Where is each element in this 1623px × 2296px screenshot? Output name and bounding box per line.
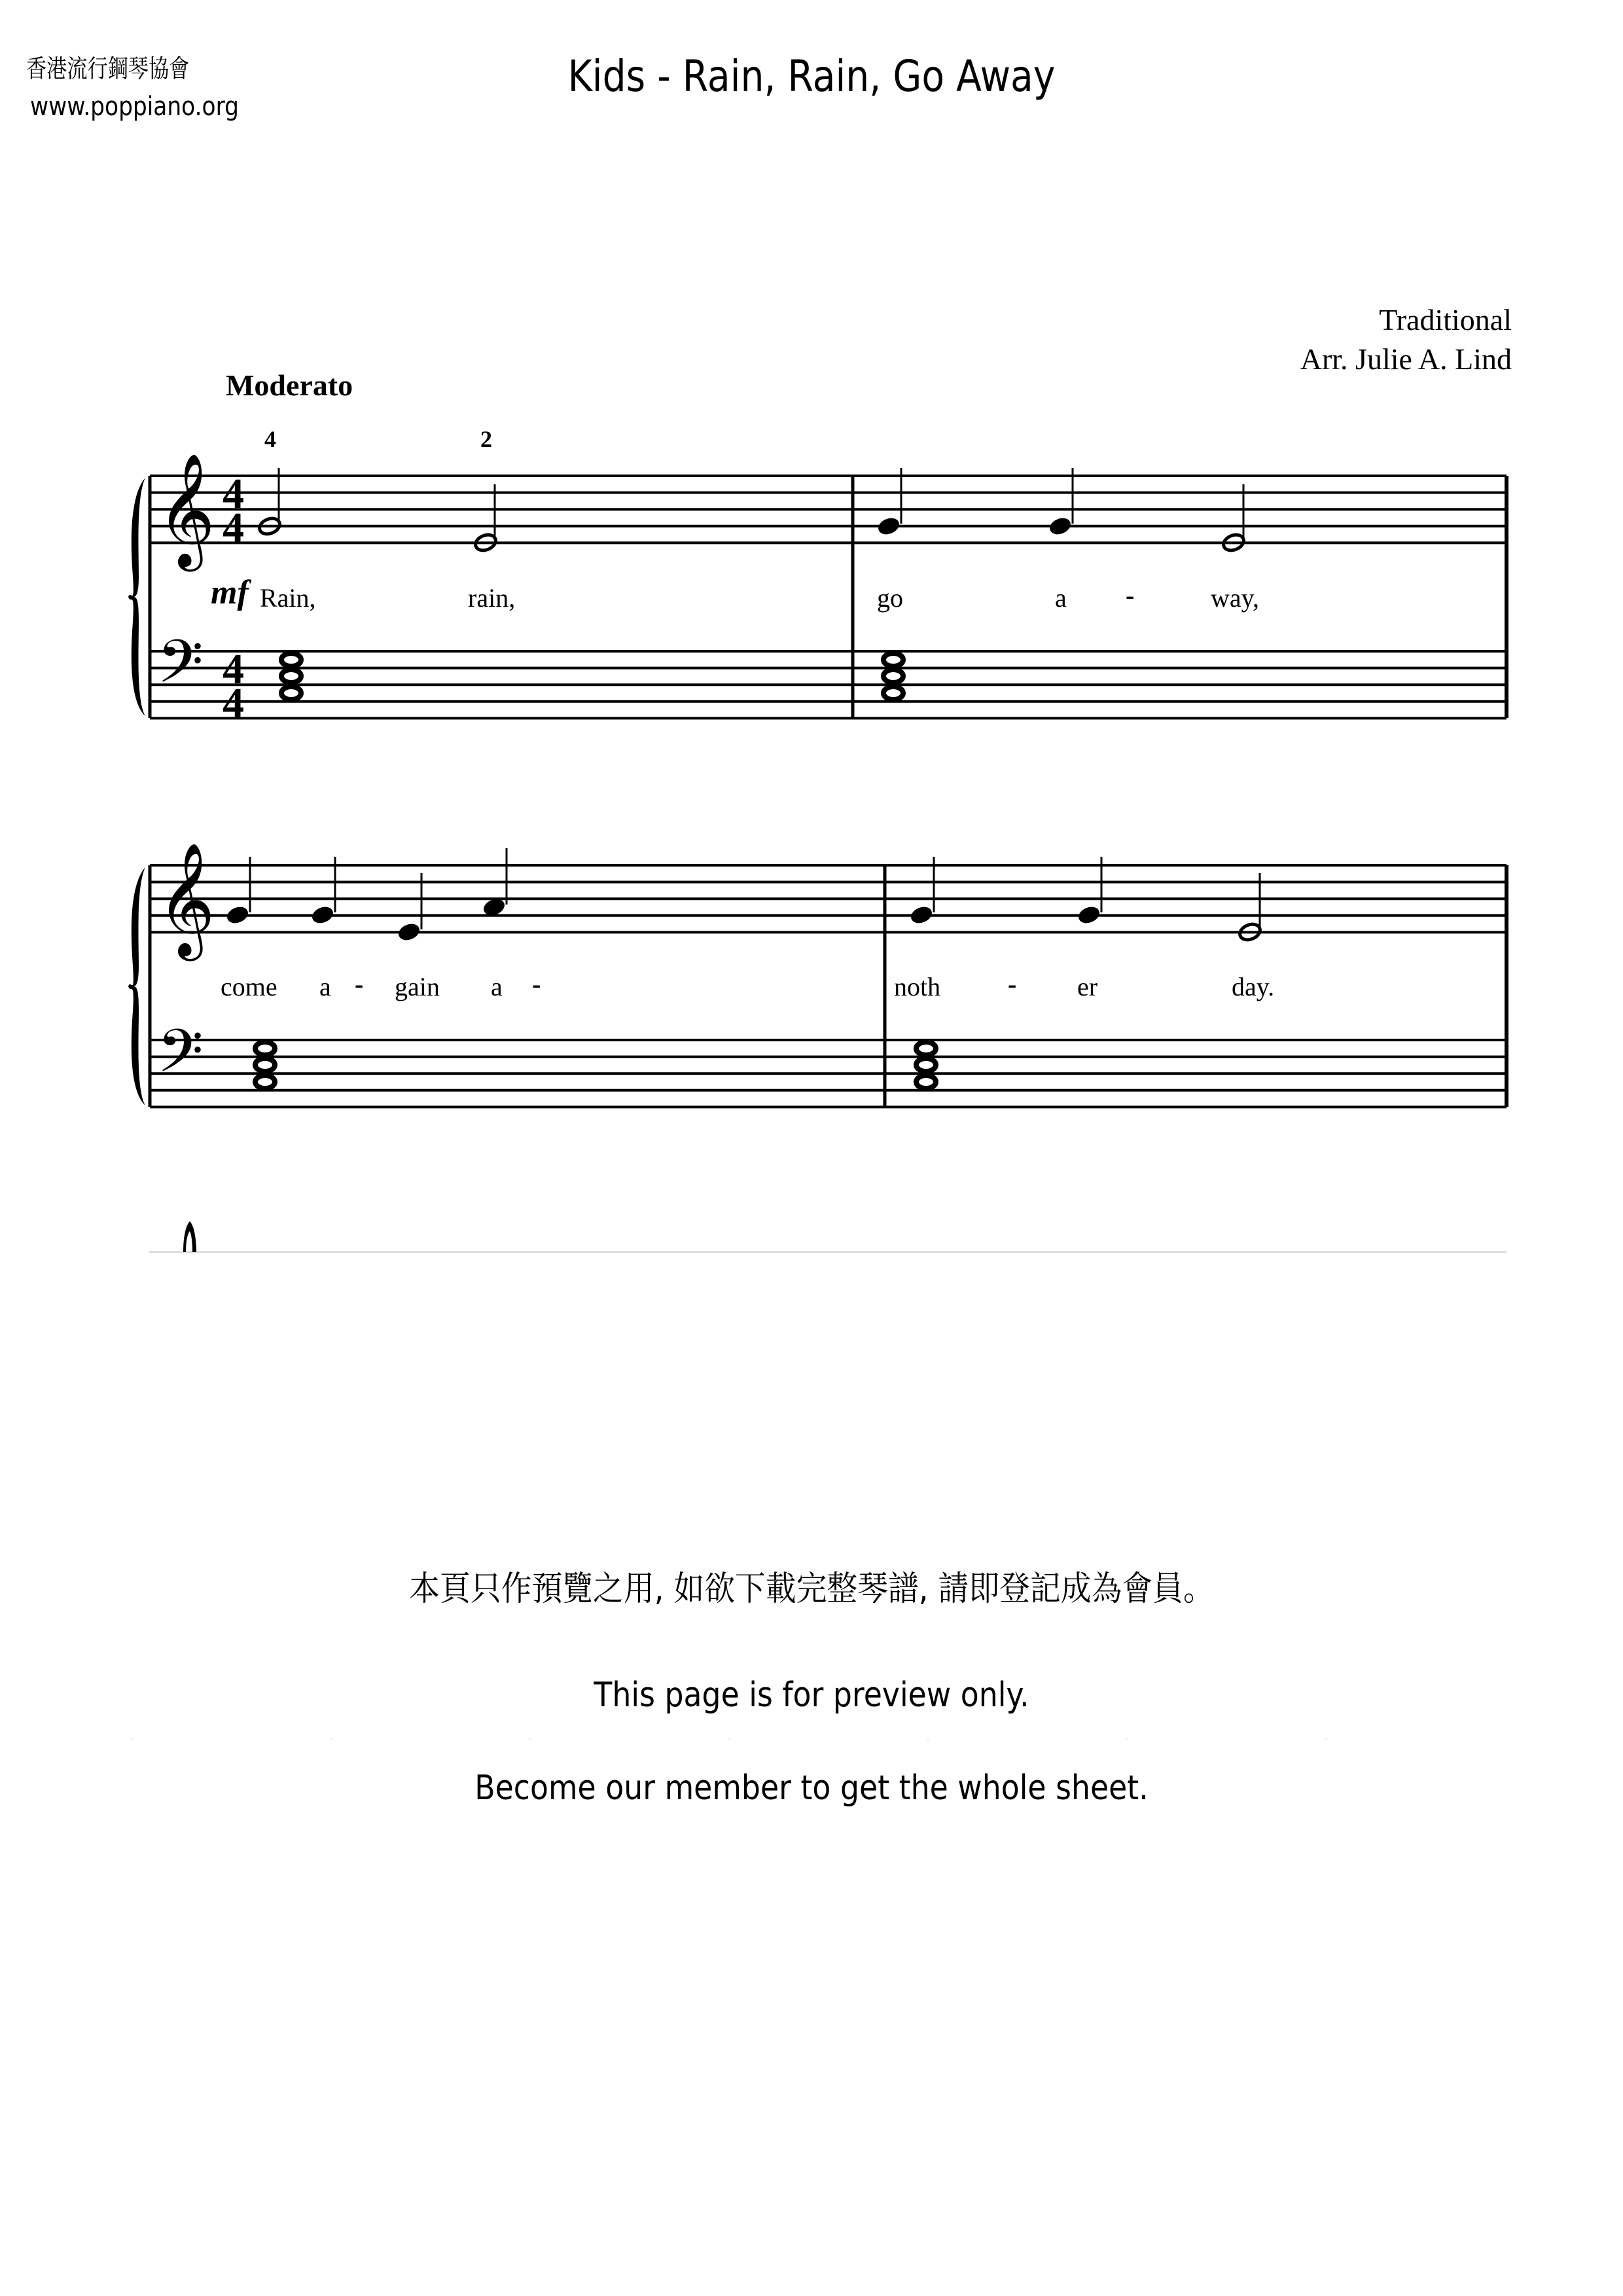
- lyric-syllable: go: [877, 583, 903, 613]
- lyric-hyphen: -: [1126, 581, 1135, 610]
- svg-text:4: 4: [223, 470, 244, 518]
- lyric-hyphen: -: [532, 969, 541, 999]
- tempo-marking: Moderato: [226, 368, 353, 402]
- lyric-hyphen: -: [355, 969, 364, 999]
- lyric-syllable: rain,: [468, 583, 516, 613]
- organization-url[interactable]: www.poppiano.org: [30, 92, 239, 122]
- lyric-syllable: come: [221, 972, 277, 1001]
- arranger-credit: Arr. Julie A. Lind: [1300, 342, 1512, 376]
- lyric-syllable: er: [1077, 972, 1098, 1001]
- lyric-syllable: a: [319, 972, 331, 1001]
- treble-clef-icon: 𝄞: [157, 453, 215, 567]
- page-title: Kids - Rain, Rain, Go Away: [567, 51, 1056, 101]
- dynamic-marking: mf: [211, 574, 249, 611]
- bass-clef-icon: 𝄢: [157, 1016, 204, 1100]
- fingering-number: 4: [264, 426, 276, 452]
- system-1-staff-lines: [150, 476, 1507, 718]
- lyric-syllable: a: [1055, 583, 1067, 613]
- svg-text:4: 4: [223, 504, 244, 552]
- system-2-staff-lines: [150, 865, 1507, 1107]
- svg-text:4: 4: [223, 645, 244, 693]
- composer-credit: Traditional: [1379, 303, 1512, 336]
- brace-icon: [128, 478, 145, 716]
- lyric-syllable: gain: [395, 972, 440, 1001]
- preview-notice-line2: Become our member to get the whole sheet.: [474, 1768, 1149, 1808]
- treble-notes: [225, 468, 1262, 942]
- system-2-barlines: [150, 865, 1507, 1107]
- organization-name: 香港流行鋼琴協會: [26, 54, 190, 83]
- lyric-syllable: way,: [1211, 583, 1260, 613]
- lyric-syllable: noth: [894, 972, 941, 1001]
- treble-clef-icon: 𝄞: [157, 842, 215, 956]
- lyric-syllable: a: [491, 972, 503, 1001]
- lyric-hyphen: -: [1008, 969, 1017, 999]
- system-1-barlines: [150, 476, 1507, 718]
- bass-clef-icon: 𝄢: [157, 627, 204, 711]
- partial-treble-clef-icon: [183, 1221, 196, 1252]
- svg-text:4: 4: [223, 679, 244, 727]
- preview-notice-line1: This page is for preview only.: [594, 1676, 1029, 1715]
- lyric-syllable: Rain,: [260, 583, 316, 613]
- lyric-syllable: day.: [1232, 972, 1275, 1001]
- brace-icon: [128, 867, 145, 1105]
- fingering-number: 2: [480, 426, 492, 452]
- preview-notice-chinese: 本頁只作預覽之用, 如欲下載完整琴譜, 請即登記成為會員。: [409, 1570, 1214, 1609]
